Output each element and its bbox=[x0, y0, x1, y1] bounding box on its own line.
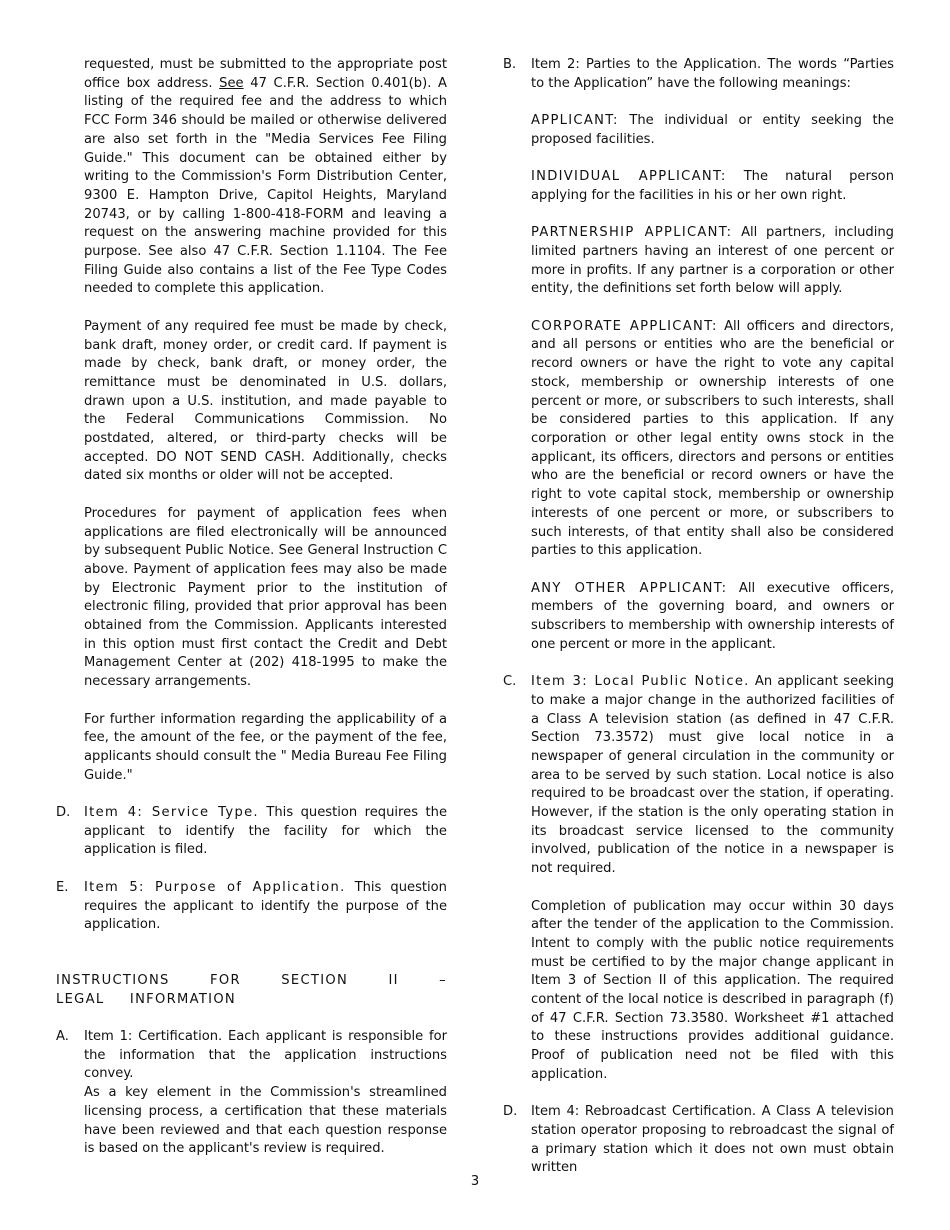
item-a-certification: A. Item 1: Certification. Each applicant is responsible for the information that the application instructions convey. As a key element in the Commission's streamlined licensing process, a certification that these materials have been reviewed and that each question response is based on the applicant's review is required. bbox=[56, 1028, 447, 1159]
item-e-purpose: E. Item 5: Purpose of Application. This question requires the applicant to identify the purpose of the application. bbox=[56, 879, 447, 933]
item-label: D. bbox=[56, 805, 71, 821]
item-title: Item 4: Rebroadcast Certification. bbox=[531, 1104, 757, 1120]
item-label: C. bbox=[503, 674, 517, 690]
item-d-rebroadcast: D. Item 4: Rebroadcast Certification. A Class A television station operator proposing to rebroadcast the signal of a primary station which it does not own must obtain written bbox=[503, 1104, 894, 1176]
partnership-applicant-definition: PARTNERSHIP APPLICANT: All partners, including limited partners having an interest of one percent or more in profits. If any partner is a corporation or other entity, the definitions set forth below will apply. bbox=[531, 225, 894, 297]
item-label: E. bbox=[56, 879, 69, 895]
item-d-service-type: D. Item 4: Service Type. This question requires the applicant to identify the facility for which the application is filed. bbox=[56, 805, 447, 858]
completion-paragraph: Completion of publication may occur within 30 days after the tender of the application to the Commission. Intent to comply with the public notice requirements must be certified to by the major change applicant in Item 3 of Section II of this application. The required content of the local notice is described in paragraph (f) of 47 C.F.R. Section 73.3580. Worksheet #1 attached to these instructions provides additional guidance. Proof of publication need not be filed with this application. bbox=[531, 898, 894, 1082]
item-title: Item 5: Purpose of Application. bbox=[84, 879, 346, 895]
other-applicant-definition: ANY OTHER APPLICANT: All executive officers, members of the governing board, and owners or subscribers to membership with ownership interests of one percent or more in the applicant. bbox=[531, 580, 894, 652]
payment-paragraph: Payment of any required fee must be made by check, bank draft, money order, or credit card. If payment is made by check, bank draft, or money order, the remittance must be denominated in U.S. dollars, drawn upon a U.S. institution, and made payable to the Federal Communications Commission. No postdated, altered, or third-party checks will be accepted. DO NOT SEND CASH. Additionally, checks dated six months or older will not be accepted. bbox=[84, 318, 447, 484]
see-reference: See bbox=[219, 75, 244, 91]
corporate-applicant-definition: CORPORATE APPLICANT: All officers and directors, and all persons or entities who are the beneficial or record owners or have the right to vote any capital stock, membership or ownership interests of one percent or more, or subscribers to such interests, shall be considered parties to this application. If any corporation or other legal entity owns stock in the applicant, its officers, directors and persons or entities who are the beneficial or record owners or have the right to vote capital stock, membership or ownership interests of one percent or more, or subscribers to such interests, of that entity shall also be considered parties to this application. bbox=[531, 318, 894, 559]
individual-applicant-definition: INDIVIDUAL APPLICANT: The natural person applying for the facilities in his or her own right. bbox=[531, 169, 894, 203]
item-title: Item 3: Local Public Notice. bbox=[531, 674, 750, 690]
item-b-parties: B. Item 2: Parties to the Application. The words “Parties to the Application” have the following meanings: bbox=[503, 57, 894, 91]
page-number: 3 bbox=[470, 1174, 480, 1189]
item-label: B. bbox=[503, 57, 517, 72]
item-c-local-notice: C. Item 3: Local Public Notice. An applicant seeking to make a major change in the authorized facilities of a Class A television station (as defined in 47 C.F.R. Section 73.3572) must give local notice in a newspaper of general circulation in the community or area to be served by such station. Local notice is also required to be broadcast over the station, if operating. However, if the station is the only operating station in its broadcast service licensed to the community involved, publication of the notice in a newspaper is not required. bbox=[503, 674, 895, 877]
right-column bbox=[503, 56, 894, 1178]
item-label: D. bbox=[503, 1104, 518, 1120]
item-title: Item 2: Parties to the Application. bbox=[531, 57, 762, 72]
item-label: A. bbox=[56, 1029, 69, 1045]
applicant-definition: APPLICANT: The individual or entity seeking the proposed facilities. bbox=[531, 113, 894, 147]
left-column bbox=[56, 56, 447, 1159]
fee-paragraph-continued: requested, must be submitted to the appropriate post office box address. See 47 C.F.R. Section 0.401(b). A listing of the required fee and the address to which FCC Form 346 should be mailed or otherwise delivered are also set forth in the "Media Services Fee Filing Guide." This document can be obtained either by writing to the Commission's Form Distribution Center, 9300 E. Hampton Drive, Capitol Heights, Maryland 20743, or by calling 1-800-418-FORM and leaving a request on the answering machine provided for this purpose. See also 47 C.F.R. Section 1.1104. The Fee Filing Guide also contains a list of the Fee Type Codes needed to complete this application. bbox=[84, 57, 447, 297]
section-heading: INSTRUCTIONS FOR SECTION II – LEGAL INFORMATION bbox=[56, 972, 447, 1007]
item-title: Item 1: Certification. bbox=[84, 1029, 223, 1045]
procedures-paragraph: Procedures for payment of application fees when applications are filed electronically will be announced by subsequent Public Notice. See General Instruction C above. Payment of application fees may also be made by Electronic Payment prior to the institution of electronic filing, provided that prior approval has been obtained from the Commission. Applicants interested in this option must first contact the Credit and Debt Management Center at (202) 418-1995 to make the necessary arrangements. bbox=[84, 505, 447, 690]
further-info-paragraph: For further information regarding the applicability of a fee, the amount of the fee, or the payment of the fee, applicants should consult the " Media Bureau Fee Filing Guide." bbox=[84, 711, 447, 783]
item-title: Item 4: Service Type. bbox=[84, 805, 259, 821]
certification-text: As a key element in the Commission's streamlined licensing process, a certification that these materials have been reviewed and that each question response is based on the applicant's review is required. bbox=[84, 1085, 447, 1157]
